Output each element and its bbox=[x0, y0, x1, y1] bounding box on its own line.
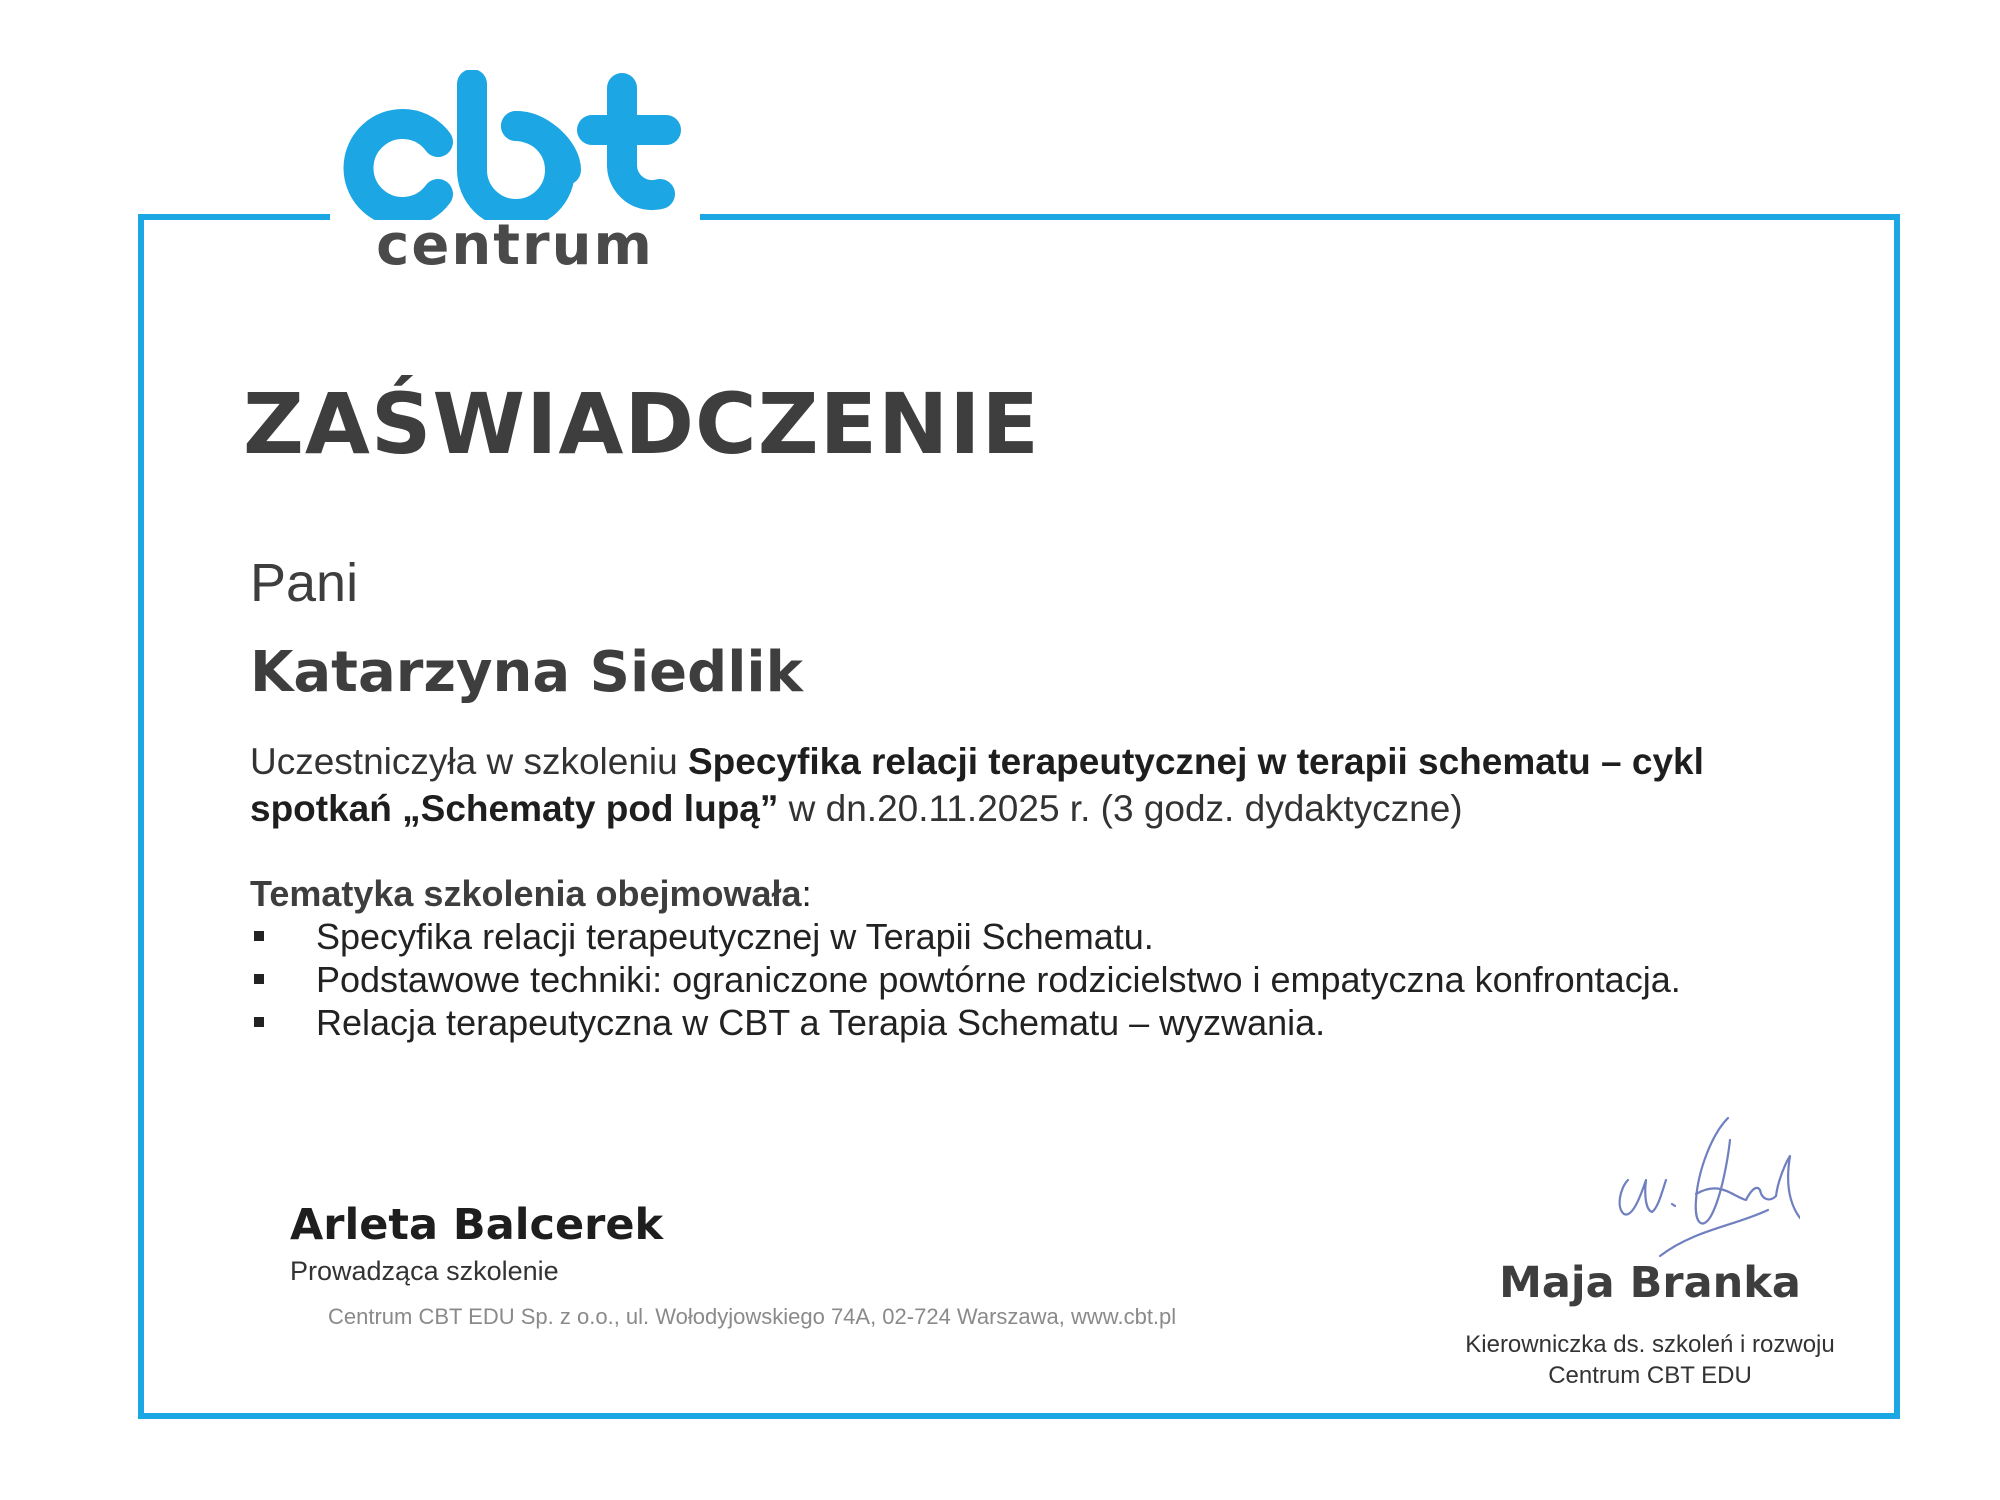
director-name: Maja Branka bbox=[1499, 1258, 1801, 1308]
footer-address: Centrum CBT EDU Sp. z o.o., ul. Wołodyjowskiego 74A, 02-724 Warszawa, www.cbt.pl bbox=[328, 1304, 1177, 1329]
participation-prefix: Uczestniczyła w szkoleniu bbox=[250, 741, 688, 782]
bullet-icon bbox=[254, 1017, 264, 1027]
topic-item bbox=[250, 1001, 1750, 1044]
cbt-logo-mark bbox=[330, 70, 700, 220]
topics-heading bbox=[250, 872, 1750, 915]
topics-section bbox=[250, 872, 1750, 1044]
participation-statement bbox=[250, 738, 1850, 832]
topics-heading-text: Tematyka szkolenia obejmowała bbox=[250, 873, 802, 914]
course-title: Specyfika relacji terapeutycznej w terapii schematu – cykl spotkań „Schematy pod lupą” bbox=[250, 741, 1704, 829]
director-role-line2: Centrum CBT EDU bbox=[1548, 1362, 1752, 1389]
topic-text: Specyfika relacji terapeutycznej w Terapii Schematu. bbox=[316, 916, 1154, 957]
director-signature-block bbox=[1400, 1258, 1900, 1391]
topic-text: Relacja terapeutyczna w CBT a Terapia Schematu – wyzwania. bbox=[316, 1002, 1326, 1043]
bullet-icon bbox=[254, 931, 264, 941]
topic-item bbox=[250, 915, 1750, 958]
topic-text: Podstawowe techniki: ograniczone powtórne rodzicielstwo i empatyczna konfrontacja. bbox=[316, 959, 1681, 1000]
cbt-centrum-logo bbox=[330, 70, 700, 290]
trainer-name: Arleta Balcerek bbox=[290, 1200, 664, 1250]
salutation: Pani bbox=[250, 553, 359, 613]
logo-subtitle: centrum bbox=[376, 213, 654, 278]
trainer-role: Prowadząca szkolenie bbox=[290, 1256, 559, 1286]
topics-heading-colon: : bbox=[801, 873, 812, 914]
recipient-name: Katarzyna Siedlik bbox=[250, 640, 803, 705]
participation-date: w dn.20.11.2025 r. (3 godz. dydaktyczne) bbox=[778, 788, 1463, 829]
topic-item bbox=[250, 958, 1750, 1001]
director-role bbox=[1400, 1329, 1900, 1391]
certificate-title: ZAŚWIADCZENIE bbox=[243, 375, 1040, 473]
director-role-line1: Kierowniczka ds. szkoleń i rozwoju bbox=[1465, 1331, 1835, 1358]
bullet-icon bbox=[254, 974, 264, 984]
topics-list bbox=[250, 915, 1750, 1044]
handwritten-signature bbox=[1600, 1110, 1800, 1260]
